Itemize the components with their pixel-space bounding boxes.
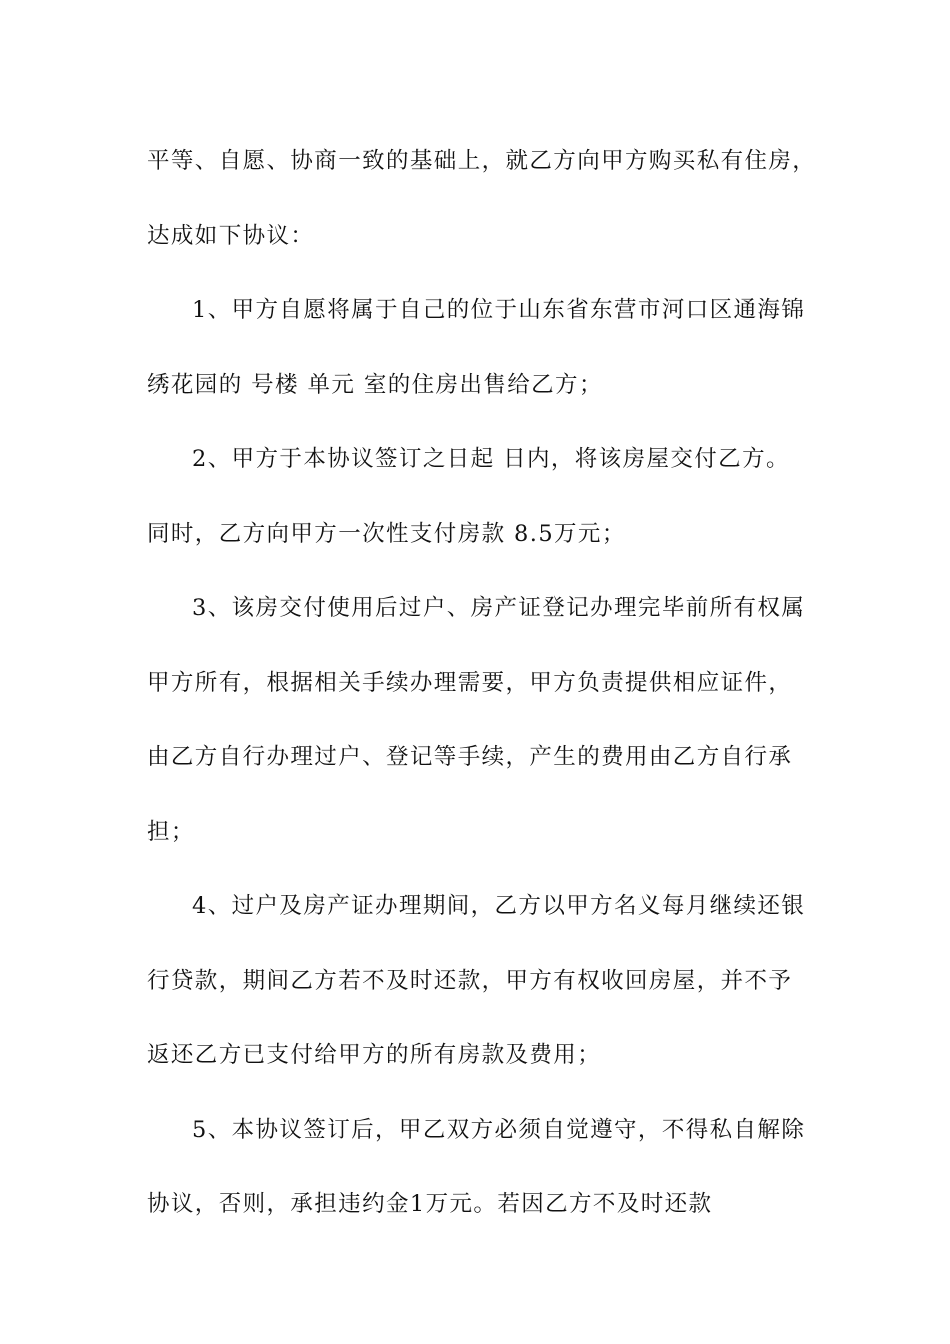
- clause-3-line: 3、该房交付使用后过户、房产证登记办理完毕前所有权属: [192, 595, 806, 621]
- text-line: 返还乙方已支付给甲方的所有房款及费用；: [147, 1042, 602, 1068]
- text-line: 平等、自愿、协商一致的基础上，就乙方向甲方购买私有住房，: [147, 148, 817, 174]
- text-line: 同时，乙方向甲方一次性支付房款 8.5万元；: [147, 520, 626, 547]
- text-line: 绣花园的 号楼 单元 室的住房出售给乙方；: [147, 371, 603, 398]
- text-line: 担；: [147, 818, 195, 845]
- text-line: 甲方所有，根据相关手续办理需要，甲方负责提供相应证件，: [147, 669, 793, 696]
- clause-1-line: 1、甲方自愿将属于自己的位于山东省东营市河口区通海锦: [192, 297, 806, 323]
- clause-5-line: 5、本协议签订后，甲乙双方必须自觉遵守，不得私自解除: [192, 1116, 806, 1143]
- text-line: 由乙方自行办理过户、登记等手续，产生的费用由乙方自行承: [147, 744, 793, 770]
- clause-2-line: 2、甲方于本协议签订之日起 日内，将该房屋交付乙方。: [192, 446, 790, 472]
- agreement-body: [147, 124, 817, 1242]
- clause-4-line: 4、过户及房产证办理期间，乙方以甲方名义每月继续还银: [192, 893, 806, 919]
- text-line: 行贷款，期间乙方若不及时还款，甲方有权收回房屋，并不予: [147, 967, 793, 994]
- text-line: 协议，否则，承担违约金1万元。若因乙方不及时还款: [147, 1191, 713, 1217]
- text-line: 达成如下协议：: [147, 222, 315, 249]
